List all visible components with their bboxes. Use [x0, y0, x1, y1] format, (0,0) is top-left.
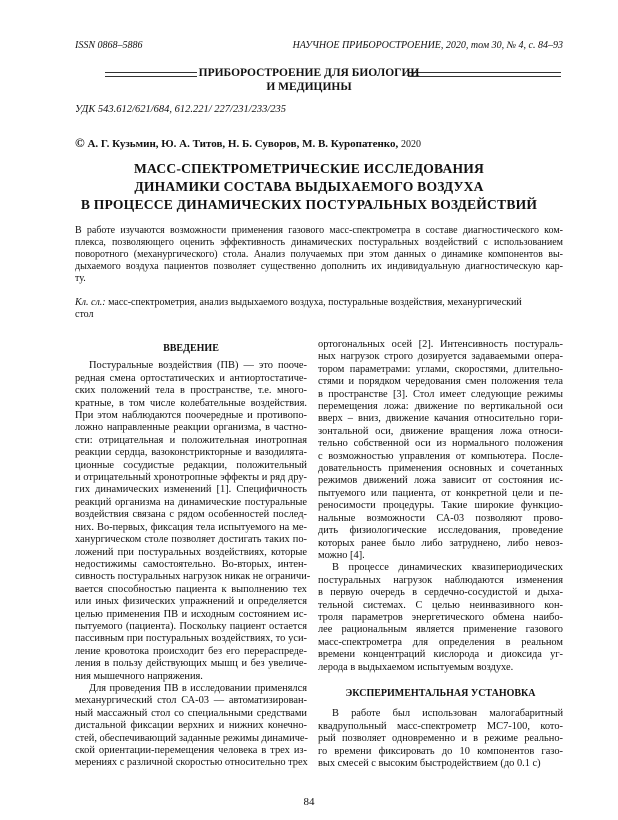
text-line: зонтальной оси, движение вращения ложа относи-	[318, 425, 563, 437]
text-line: поворотного (механургического) стола. Анализ получаемых при этом данных о динамике компонентов вы-	[75, 249, 563, 260]
heading-experimental-setup: ЭКСПЕРИМЕНТАЛЬНАЯ УСТАНОВКА	[345, 687, 536, 699]
page-number: 84	[303, 796, 315, 808]
text-line: тором параметрами: углами, скоростями, длительно-	[318, 363, 563, 375]
text-line: механургический стол СА-03 — автоматизирован-	[75, 695, 307, 707]
text-line: ских положений тела в пространстве, т.е. много-	[75, 385, 307, 397]
text-line: гих динамических изменений [1]. Специфичность	[75, 484, 307, 496]
text-line: рый позволяет одновременно и в режиме реально-	[318, 733, 563, 745]
text-line: времени концентраций кислорода и диоксида уг-	[318, 649, 563, 661]
text-line: них. Во-первых, фиксация тела испытуемого на ме-	[75, 521, 307, 533]
left-column-body	[75, 360, 311, 769]
text-line: троля параметров энергетического обмена наибо-	[318, 611, 563, 623]
text-line: которых ранее было либо затруднено, либо невоз-	[318, 537, 563, 549]
copyright-icon: ©	[75, 135, 85, 150]
text-line: можно [4].	[318, 549, 365, 561]
keywords-label: Кл. сл.:	[75, 297, 106, 308]
text-line: вых смесей с высоким быстродействием (до 0.1 с)	[318, 758, 541, 769]
text-line: сивность постуральных нагрузок никак не ограничи-	[75, 571, 311, 583]
text-line: реакции сердца, вазоконстрикторные и вазодилята-	[75, 447, 307, 459]
text-line: лее рациональным является применение газового	[318, 624, 563, 636]
text-line: в первую очередь в сердечно-сосудистой и дыха-	[318, 587, 563, 599]
text-line: перемещения ложа: движение по вертикальной оси	[318, 401, 563, 413]
abstract	[75, 225, 563, 285]
text-line: дить физиологические исследования, проведение	[318, 525, 563, 537]
text-line: го времени фиксировать до 10 компонентов газо-	[318, 745, 563, 757]
text-line: Для проведения ПВ в исследовании применялся	[89, 682, 307, 694]
text-line: плекса, позволяющего оценить эффективность динамических постуральных воздействий с использованием	[75, 237, 563, 248]
text-line: постуральных нагрузок наблюдаются изменения	[318, 574, 563, 586]
text-line: пассивным при постуральных воздействиях, то уси-	[75, 633, 307, 645]
text-line: довательность применения основных и сочетанных	[318, 463, 563, 475]
text-line: дистальной фиксации верхних и нижних конечно-	[75, 720, 307, 732]
udk: УДК 543.612/621/684, 612.221/ 227/231/233/235	[75, 104, 287, 115]
text-line: стями и порядком чередования смен положения тела	[318, 376, 563, 388]
text-line: ханургическом столе позволяет достигать таких по-	[75, 534, 307, 546]
text-line: В процессе динамических квазипериодических	[332, 562, 563, 574]
keywords-text: масс-спектрометрия, анализ выдыхаемого воздуха, постуральные воздействия, механургический	[105, 297, 522, 308]
text-line: мерениях с различной скоростью относительно трех	[75, 757, 308, 769]
text-line: лерода в выдыхаемом испытуемым воздухе.	[318, 661, 514, 673]
article-title	[0, 160, 618, 214]
text-line: пытуемого или пациента, от конкретной цели и пе-	[318, 487, 563, 499]
keywords-text-2: стол	[75, 309, 94, 320]
author-names: А. Г. Кузьмин, Ю. А. Титов, Н. Б. Суворов, М. В. Куропатенко,	[87, 138, 399, 150]
text-line: кратные, в том числе колебательные воздействия.	[75, 397, 307, 409]
left-column	[75, 343, 311, 770]
text-line: ту.	[75, 273, 86, 284]
text-line: недостижимы самостоятельно. Во-вторых, интен-	[75, 558, 307, 570]
authors	[75, 135, 421, 151]
title-line: ДИНАМИКИ СОСТАВА ВЫДЫХАЕМОГО ВОЗДУХА	[134, 179, 484, 194]
heading-introduction: ВВЕДЕНИЕ	[163, 343, 219, 354]
text-line: дыхаемого воздуха пациентов позволяет существенно дополнить их индивидуальную диагностическую кар-	[75, 261, 563, 272]
text-line: вверх – вниз, движение качания относительно гори-	[318, 413, 563, 425]
text-line: ской ориентации-перемещения человека в трех из-	[75, 745, 307, 756]
issn: ISSN 0868–5886	[75, 40, 143, 51]
title-line: В ПРОЦЕССЕ ДИНАМИЧЕСКИХ ПОСТУРАЛЬНЫХ ВОЗДЕЙСТВИЙ	[80, 197, 538, 212]
year: 2020	[401, 139, 421, 150]
right-column	[318, 339, 563, 770]
text-line: ление кровотока происходит без его перераспреде-	[75, 645, 307, 657]
text-line: с возможностью управления от компьютера. После-	[318, 450, 563, 462]
text-line: реакций организма на динамические постуральные	[75, 496, 307, 508]
keywords	[75, 297, 563, 321]
text-line: ный массажный стол со специальными средствами	[75, 707, 307, 719]
right-column-body	[318, 339, 563, 674]
title-line: МАСС-СПЕКТРОМЕТРИЧЕСКИЕ ИССЛЕДОВАНИЯ	[133, 161, 485, 176]
text-line: масс-спектрометра для определения в реальном	[318, 636, 563, 648]
text-line: или иных физических упражнений и определяется	[75, 596, 307, 608]
journal-section	[0, 66, 618, 94]
text-line: ления в пользу действующих мышц и без увеличе-	[75, 658, 307, 670]
text-line: тельно собственной оси из нормального положения	[318, 438, 563, 450]
text-line: воздействия связана с рядом особенностей послед-	[75, 509, 307, 521]
text-line: В работе изучаются возможности применения газового масс-спектрометра в составе диагностического ком-	[75, 225, 563, 236]
section-line-1: ПРИБОРОСТРОЕНИЕ ДЛЯ БИОЛОГИИ	[198, 67, 420, 79]
text-line: ложений при постуральных воздействиях, которые	[75, 546, 307, 558]
text-line: режимов движений ложа зависит от состояния ис-	[318, 475, 563, 487]
text-line: квадрупольный масс-спектрометр МС7-100, кото-	[318, 720, 563, 732]
right-column-body-2	[318, 708, 563, 770]
text-line: сти: отрицательная и положительная инотропная	[75, 434, 307, 446]
text-line: тельной системах. С целью неинвазивного кон-	[318, 599, 563, 611]
section-line-2: И МЕДИЦИНЫ	[266, 81, 352, 93]
text-line: ния мышечного напряжения.	[75, 670, 203, 682]
text-line: и отрицательный хронотропные эффекты и ряд дру-	[75, 472, 307, 484]
journal-citation: НАУЧНОЕ ПРИБОРОСТРОЕНИЕ, 2020, том 30, № 4, с. 84–93	[292, 40, 563, 51]
text-line: Постуральные воздействия (ПВ) — это пооче-	[89, 360, 307, 372]
text-line: ложно направленные реакции организма, в частно-	[75, 422, 307, 434]
text-line: редная смена ортостатических и антиортостатиче-	[75, 372, 307, 384]
text-line: ных нагрузок строго дозируется задаваемыми опера-	[318, 351, 563, 363]
text-line: ционные сосудистые редакции, положительный	[75, 459, 307, 471]
text-line: пытуемого (пациента). Поскольку пациент остается	[75, 620, 307, 632]
text-line: реносимости процедуры. Такие широкие функцио-	[318, 500, 563, 512]
text-line: При этом наблюдаются поочередные и противопо-	[75, 410, 307, 422]
text-line: стей, обеспечивающий заданные режимы динамиче-	[75, 732, 308, 744]
text-line: вается способностью пациента к выполнению тех	[75, 583, 307, 595]
text-line: целью применения ПВ и исходным состоянием ис-	[75, 608, 307, 620]
text-line: в пространстве [3]. Стол имеет следующие режимы	[318, 388, 563, 400]
text-line: нальные возможности СА-03 позволяют прово-	[318, 512, 563, 524]
text-line: В работе был использован малогабаритный	[332, 708, 563, 720]
text-line: ортогональных осей [2]. Интенсивность постураль-	[318, 339, 563, 350]
